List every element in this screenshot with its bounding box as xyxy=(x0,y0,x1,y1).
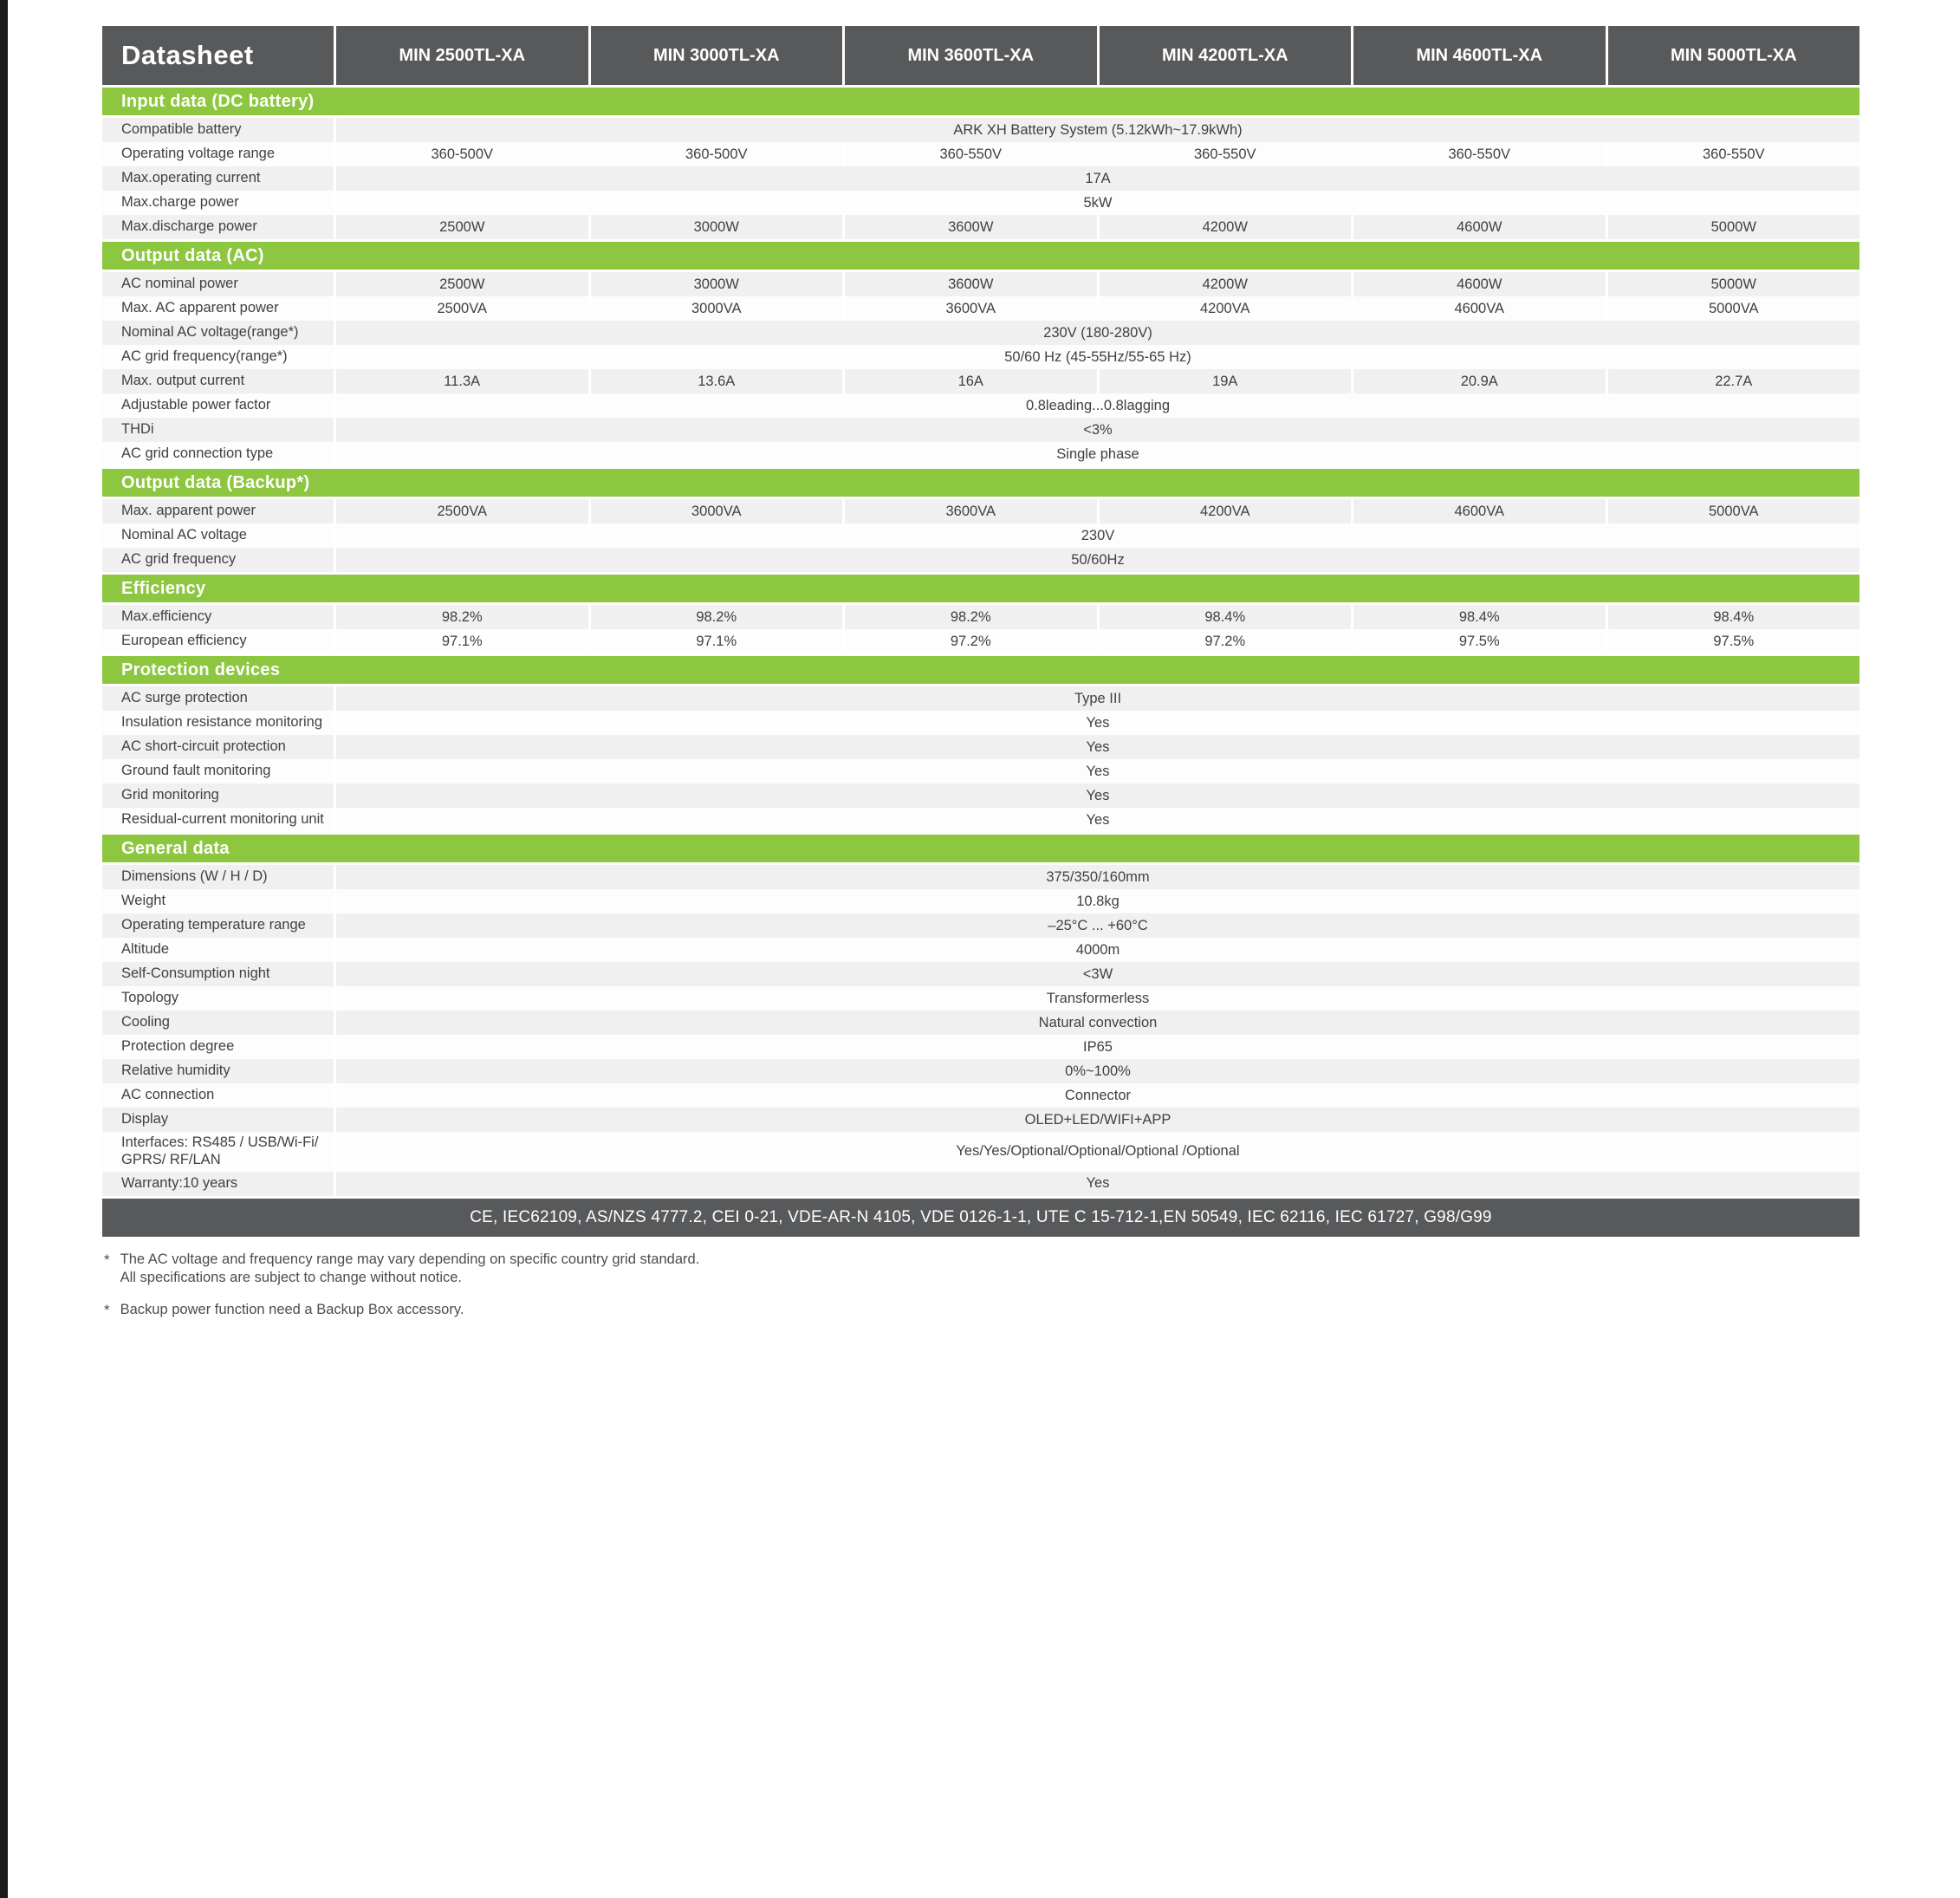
row-value: 4600VA xyxy=(1353,499,1606,523)
row-label: Max. AC apparent power xyxy=(102,296,334,321)
row-value: 3600W xyxy=(845,272,1097,296)
row-label: Dimensions (W / H / D) xyxy=(102,865,334,889)
row-value-span: Single phase xyxy=(336,442,1859,466)
table-row-operating-temperature-range xyxy=(102,913,1859,938)
row-value-span: Yes xyxy=(336,1172,1859,1196)
row-value: 4200W xyxy=(1100,272,1352,296)
row-value: 97.5% xyxy=(1353,629,1606,653)
row-value-span: 10.8kg xyxy=(336,889,1859,913)
row-label: AC surge protection xyxy=(102,686,334,711)
table-row-ac-nominal-power xyxy=(102,272,1859,296)
section-header-output-data-backup: Output data (Backup*) xyxy=(102,469,1859,497)
row-label: Max.charge power xyxy=(102,191,334,215)
row-value: 3000W xyxy=(591,215,843,239)
row-value: 3600VA xyxy=(845,296,1097,321)
row-value-span: OLED+LED/WIFI+APP xyxy=(336,1108,1859,1132)
row-label: Self-Consumption night xyxy=(102,962,334,986)
row-value: 360-550V xyxy=(1353,142,1606,166)
table-row-altitude xyxy=(102,938,1859,962)
row-label: Adjustable power factor xyxy=(102,393,334,418)
table-row-ground-fault-monitoring xyxy=(102,759,1859,783)
row-label: AC grid frequency(range*) xyxy=(102,345,334,369)
table-row-max-discharge-power xyxy=(102,215,1859,239)
row-label: Cooling xyxy=(102,1011,334,1035)
row-label: Warranty:10 years xyxy=(102,1172,334,1196)
row-value-span: Yes xyxy=(336,735,1859,759)
table-sections xyxy=(102,88,1859,1196)
row-value-span: 0.8leading...0.8lagging xyxy=(336,393,1859,418)
table-row-ac-surge-protection xyxy=(102,686,1859,711)
row-label: Operating voltage range xyxy=(102,142,334,166)
footnote-line: All specifications are subject to change without notice. xyxy=(120,1270,463,1286)
row-value: 20.9A xyxy=(1353,369,1606,393)
row-value: 4600W xyxy=(1353,215,1606,239)
row-label: Operating temperature range xyxy=(102,913,334,938)
row-value-span: 230V (180-280V) xyxy=(336,321,1859,345)
row-label: AC nominal power xyxy=(102,272,334,296)
table-row-nominal-ac-voltage xyxy=(102,523,1859,548)
certifications-bar: CE, IEC62109, AS/NZS 4777.2, CEI 0-21, VDE-AR-N 4105, VDE 0126-1-1, UTE C 15-712-1,EN 50549, IEC 62116, IEC 61727, G98/G99 xyxy=(102,1199,1859,1237)
row-value: 98.2% xyxy=(591,605,843,629)
row-label: AC grid connection type xyxy=(102,442,334,466)
row-value-span: Transformerless xyxy=(336,986,1859,1011)
row-value: 98.2% xyxy=(845,605,1097,629)
table-row-max-charge-power xyxy=(102,191,1859,215)
section-header-input-data-dc-battery: Input data (DC battery) xyxy=(102,88,1859,115)
row-value: 4200W xyxy=(1100,215,1352,239)
row-value: 98.2% xyxy=(336,605,588,629)
row-value: 3000VA xyxy=(591,499,843,523)
row-label: Interfaces: RS485 / USB/Wi-Fi/ GPRS/ RF/LAN xyxy=(102,1132,334,1172)
table-row-residual-current-monitoring-unit xyxy=(102,808,1859,832)
datasheet-table xyxy=(102,26,1859,1237)
footnote-marker: * xyxy=(104,1302,110,1319)
footnote-2 xyxy=(104,1301,1859,1320)
row-value: 4600W xyxy=(1353,272,1606,296)
row-value: 2500VA xyxy=(336,499,588,523)
row-value: 97.5% xyxy=(1608,629,1860,653)
table-row-adjustable-power-factor xyxy=(102,393,1859,418)
row-label: Compatible battery xyxy=(102,118,334,142)
table-row-max-output-current xyxy=(102,369,1859,393)
table-row-nominal-ac-voltage-range xyxy=(102,321,1859,345)
row-value-span: Yes/Yes/Optional/Optional/Optional /Optional xyxy=(336,1132,1859,1172)
row-value: 97.1% xyxy=(336,629,588,653)
row-label: Display xyxy=(102,1108,334,1132)
footnotes xyxy=(104,1251,1859,1321)
row-value-span: Connector xyxy=(336,1083,1859,1108)
table-row-display xyxy=(102,1108,1859,1132)
row-value: 2500W xyxy=(336,215,588,239)
column-header-min-3600tl-xa: MIN 3600TL-XA xyxy=(845,26,1097,85)
row-value-span: 5kW xyxy=(336,191,1859,215)
row-value: 13.6A xyxy=(591,369,843,393)
row-value-span: Yes xyxy=(336,759,1859,783)
table-row-operating-voltage-range xyxy=(102,142,1859,166)
column-header-min-5000tl-xa: MIN 5000TL-XA xyxy=(1608,26,1860,85)
table-row-european-efficiency xyxy=(102,629,1859,653)
row-value: 4600VA xyxy=(1353,296,1606,321)
row-value-span: Yes xyxy=(336,783,1859,808)
row-label: Max.discharge power xyxy=(102,215,334,239)
row-label: Topology xyxy=(102,986,334,1011)
table-row-self-consumption-night xyxy=(102,962,1859,986)
row-label: Max. output current xyxy=(102,369,334,393)
row-value-span: IP65 xyxy=(336,1035,1859,1059)
column-header-min-4600tl-xa: MIN 4600TL-XA xyxy=(1353,26,1606,85)
row-label: European efficiency xyxy=(102,629,334,653)
row-value: 2500VA xyxy=(336,296,588,321)
row-label: Altitude xyxy=(102,938,334,962)
row-value: 19A xyxy=(1100,369,1352,393)
row-value: 360-550V xyxy=(1100,142,1352,166)
row-value: 22.7A xyxy=(1608,369,1860,393)
table-row-ac-connection xyxy=(102,1083,1859,1108)
row-value-span: 50/60Hz xyxy=(336,548,1859,572)
row-value: 4200VA xyxy=(1100,296,1352,321)
table-row-warranty-10-years xyxy=(102,1172,1859,1196)
row-value: 98.4% xyxy=(1353,605,1606,629)
row-label: AC grid frequency xyxy=(102,548,334,572)
table-row-max-apparent-power xyxy=(102,499,1859,523)
table-row-ac-short-circuit-protection xyxy=(102,735,1859,759)
row-value-span: Type III xyxy=(336,686,1859,711)
row-value: 97.1% xyxy=(591,629,843,653)
section-header-protection-devices: Protection devices xyxy=(102,656,1859,684)
row-value: 16A xyxy=(845,369,1097,393)
footnote-text xyxy=(120,1301,464,1320)
table-header-row xyxy=(102,26,1859,85)
table-row-topology xyxy=(102,986,1859,1011)
datasheet-title: Datasheet xyxy=(102,26,334,85)
table-row-interfaces-rs485-usb-wi-fi-gprs-rf-lan xyxy=(102,1132,1859,1172)
footnote-1 xyxy=(104,1251,1859,1288)
section-header-output-data-ac: Output data (AC) xyxy=(102,242,1859,270)
table-row-protection-degree xyxy=(102,1035,1859,1059)
row-label: Relative humidity xyxy=(102,1059,334,1083)
row-value: 3000VA xyxy=(591,296,843,321)
row-value-span: –25°C ... +60°C xyxy=(336,913,1859,938)
row-value-span: Natural convection xyxy=(336,1011,1859,1035)
row-value: 98.4% xyxy=(1100,605,1352,629)
row-value: 4200VA xyxy=(1100,499,1352,523)
section-header-efficiency: Efficiency xyxy=(102,575,1859,602)
row-value-span: 4000m xyxy=(336,938,1859,962)
footnote-line: The AC voltage and frequency range may vary depending on specific country grid standard. xyxy=(120,1251,700,1267)
row-value: 5000VA xyxy=(1608,296,1860,321)
row-value: 3600VA xyxy=(845,499,1097,523)
row-label: THDi xyxy=(102,418,334,442)
table-row-max-ac-apparent-power xyxy=(102,296,1859,321)
table-row-relative-humidity xyxy=(102,1059,1859,1083)
row-value: 3600W xyxy=(845,215,1097,239)
row-value: 11.3A xyxy=(336,369,588,393)
row-label: Nominal AC voltage(range*) xyxy=(102,321,334,345)
row-value: 2500W xyxy=(336,272,588,296)
row-value-span: Yes xyxy=(336,808,1859,832)
footnote-text xyxy=(120,1251,700,1288)
table-row-grid-monitoring xyxy=(102,783,1859,808)
row-value-span: 17A xyxy=(336,166,1859,191)
row-value-span: 375/350/160mm xyxy=(336,865,1859,889)
row-value-span: 50/60 Hz (45-55Hz/55-65 Hz) xyxy=(336,345,1859,369)
row-value: 360-500V xyxy=(591,142,843,166)
table-row-compatible-battery xyxy=(102,118,1859,142)
table-row-dimensions-w-h-d xyxy=(102,865,1859,889)
row-value-span: 230V xyxy=(336,523,1859,548)
row-value: 3000W xyxy=(591,272,843,296)
row-value: 360-550V xyxy=(1608,142,1860,166)
row-label: Max. apparent power xyxy=(102,499,334,523)
column-header-min-4200tl-xa: MIN 4200TL-XA xyxy=(1100,26,1352,85)
row-value-span: ARK XH Battery System (5.12kWh~17.9kWh) xyxy=(336,118,1859,142)
row-value: 360-500V xyxy=(336,142,588,166)
row-value: 360-550V xyxy=(845,142,1097,166)
table-row-thdi xyxy=(102,418,1859,442)
row-label: Ground fault monitoring xyxy=(102,759,334,783)
row-value-span: Yes xyxy=(336,711,1859,735)
row-value: 98.4% xyxy=(1608,605,1860,629)
table-row-ac-grid-connection-type xyxy=(102,442,1859,466)
row-label: AC short-circuit protection xyxy=(102,735,334,759)
table-row-max-efficiency xyxy=(102,605,1859,629)
row-value-span: <3% xyxy=(336,418,1859,442)
table-row-ac-grid-frequency-range xyxy=(102,345,1859,369)
footnote-line: Backup power function need a Backup Box accessory. xyxy=(120,1302,464,1318)
row-value: 5000VA xyxy=(1608,499,1860,523)
table-row-ac-grid-frequency xyxy=(102,548,1859,572)
row-label: Residual-current monitoring unit xyxy=(102,808,334,832)
row-value: 97.2% xyxy=(1100,629,1352,653)
footnote-marker: * xyxy=(104,1251,110,1268)
table-row-insulation-resistance-monitoring xyxy=(102,711,1859,735)
row-label: Weight xyxy=(102,889,334,913)
row-label: Insulation resistance monitoring xyxy=(102,711,334,735)
section-header-general-data: General data xyxy=(102,835,1859,862)
column-header-min-3000tl-xa: MIN 3000TL-XA xyxy=(591,26,843,85)
table-row-weight xyxy=(102,889,1859,913)
page-edge-bar xyxy=(0,0,8,1898)
row-value-span: 0%~100% xyxy=(336,1059,1859,1083)
row-value: 5000W xyxy=(1608,272,1860,296)
column-header-min-2500tl-xa: MIN 2500TL-XA xyxy=(336,26,588,85)
table-row-max-operating-current xyxy=(102,166,1859,191)
row-label: Max.efficiency xyxy=(102,605,334,629)
row-label: AC connection xyxy=(102,1083,334,1108)
row-value: 5000W xyxy=(1608,215,1860,239)
row-label: Grid monitoring xyxy=(102,783,334,808)
row-label: Nominal AC voltage xyxy=(102,523,334,548)
row-value-span: <3W xyxy=(336,962,1859,986)
row-label: Max.operating current xyxy=(102,166,334,191)
row-label: Protection degree xyxy=(102,1035,334,1059)
row-value: 97.2% xyxy=(845,629,1097,653)
table-row-cooling xyxy=(102,1011,1859,1035)
